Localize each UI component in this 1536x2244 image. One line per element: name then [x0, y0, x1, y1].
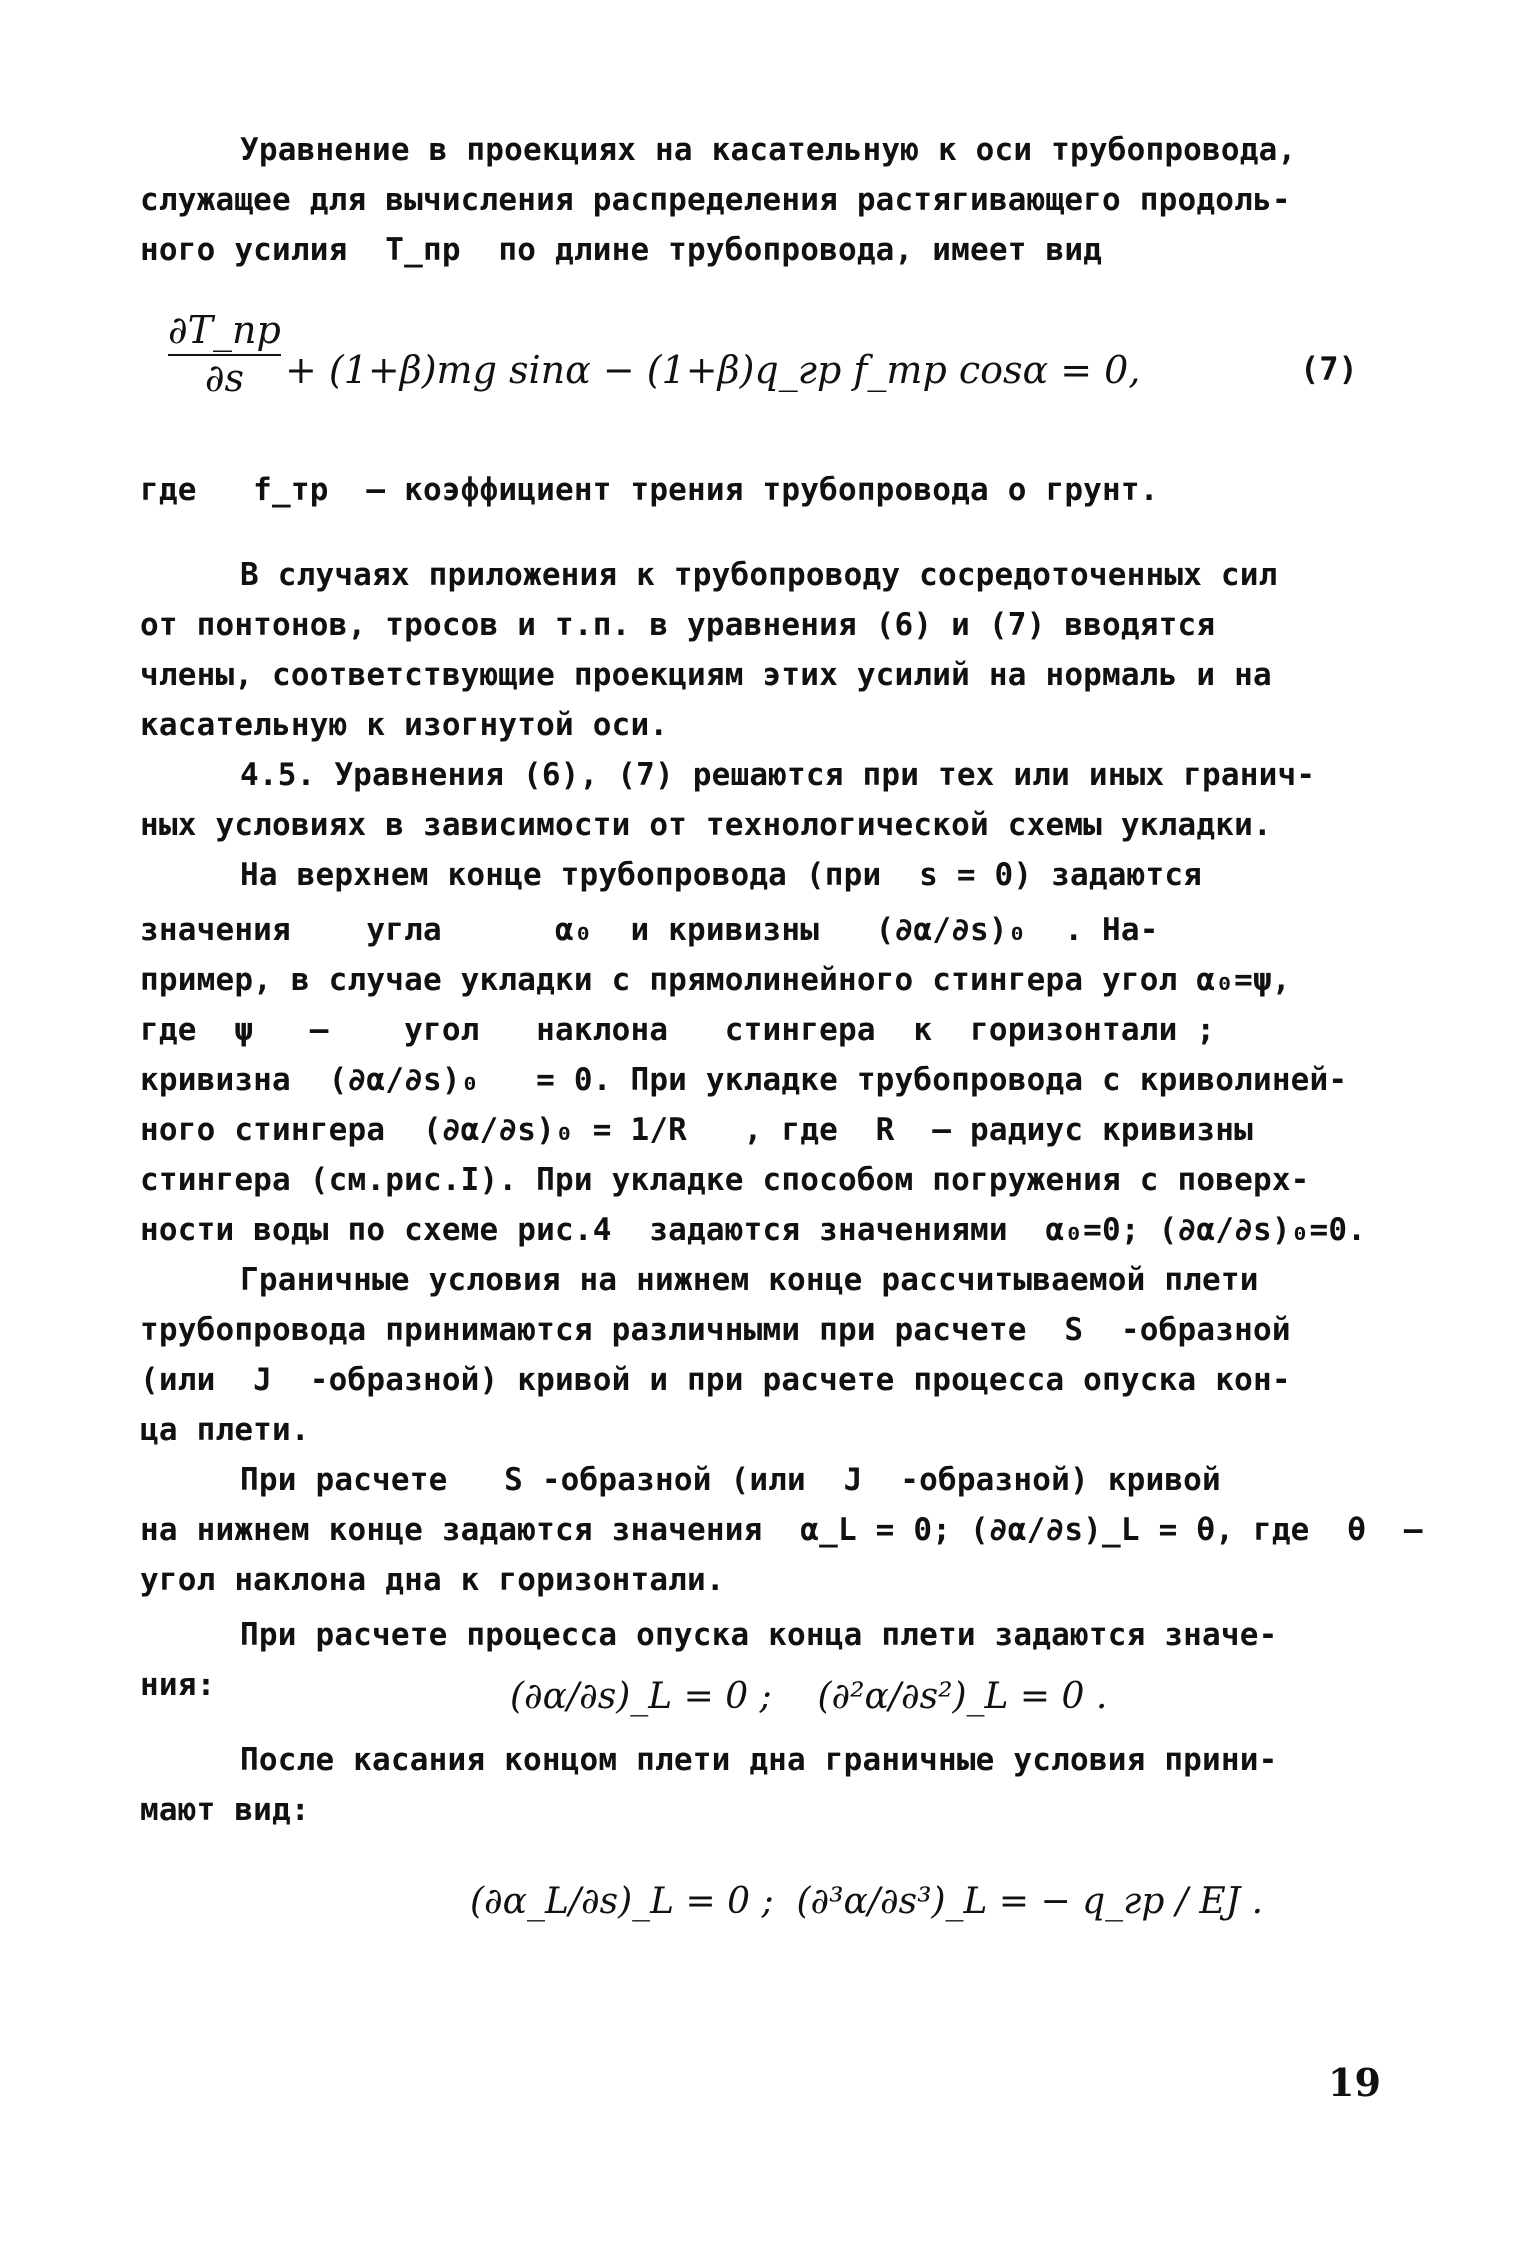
text-line: где f_тр – коэффициент трения трубопровода о грунт. — [140, 472, 1159, 508]
text-line: где ψ – угол наклона стингера к горизонтали ; — [140, 1012, 1216, 1048]
text-line: мают вид: — [140, 1792, 310, 1828]
text-line: Граничные условия на нижнем конце рассчитываемой плети — [240, 1262, 1259, 1298]
text-line: Уравнение в проекциях на касательную к оси трубопровода, — [240, 132, 1297, 168]
text-line: от понтонов, тросов и т.п. в уравнения (6) и (7) вводятся — [140, 607, 1216, 643]
text-line: кривизна (∂α/∂s)₀ = 0. При укладке трубопровода с криволиней- — [140, 1062, 1348, 1098]
text-line: ности воды по схеме рис.4 задаются значениями α₀=0; (∂α/∂s)₀=0. — [140, 1212, 1367, 1248]
text-line: касательную к изогнутой оси. — [140, 707, 669, 743]
text-line: В случаях приложения к трубопроводу сосредоточенных сил — [240, 557, 1278, 593]
text-line: члены, соответствующие проекциям этих усилий на нормаль и на — [140, 657, 1272, 693]
equation-7: + (1+β)mg sinα − (1+β)q_гр f_тр cosα = 0, — [285, 348, 1141, 392]
text-line: На верхнем конце трубопровода (при s = 0) задаются — [240, 857, 1203, 893]
text-line: стингера (см.рис.I). При укладке способом погружения с поверх- — [140, 1162, 1310, 1198]
text-line: ния: — [140, 1667, 216, 1703]
text-line: После касания концом плети дна граничные условия прини- — [240, 1742, 1278, 1778]
text-line: ца плети. — [140, 1412, 310, 1448]
text-line: ных условиях в зависимости от технологической схемы укладки. — [140, 807, 1272, 843]
equation-number: (7) — [1300, 350, 1358, 388]
text-line: При расчете S -образной (или J -образной) кривой — [240, 1462, 1221, 1498]
fraction-numerator: ∂T_пр — [168, 308, 281, 352]
boundary-conditions-2: (∂α_L/∂s)_L = 0 ; (∂³α/∂s³)_L = − q_гр / EJ . — [470, 1881, 1264, 1922]
boundary-conditions-1: (∂α/∂s)_L = 0 ; (∂²α/∂s²)_L = 0 . — [510, 1676, 1108, 1717]
text-line: служащее для вычисления распределения растягивающего продоль- — [140, 182, 1291, 218]
text-line: значения угла α₀ и кривизны (∂α/∂s)₀ . На- — [140, 912, 1159, 948]
text-line: пример, в случае укладки с прямолинейного стингера угол α₀=ψ, — [140, 962, 1291, 998]
page-number: 19 — [1328, 2060, 1381, 2105]
equation-fraction — [168, 310, 281, 400]
text-line: (или J -образной) кривой и при расчете процесса опуска кон- — [140, 1362, 1291, 1398]
text-line: угол наклона дна к горизонтали. — [140, 1562, 725, 1598]
text-line: ного стингера (∂α/∂s)₀ = 1/R , где R – радиус кривизны — [140, 1112, 1253, 1148]
text-line: При расчете процесса опуска конца плети задаются значе- — [240, 1617, 1278, 1653]
text-line: 4.5. Уравнения (6), (7) решаются при тех или иных гранич- — [240, 757, 1316, 793]
fraction-denominator: ∂s — [204, 355, 244, 400]
text-line: трубопровода принимаются различными при расчете S -образной — [140, 1312, 1291, 1348]
text-line: на нижнем конце задаются значения α_L = 0; (∂α/∂s)_L = θ, где θ – — [140, 1512, 1423, 1548]
text-line: ного усилия T_пр по длине трубопровода, имеет вид — [140, 232, 1103, 268]
